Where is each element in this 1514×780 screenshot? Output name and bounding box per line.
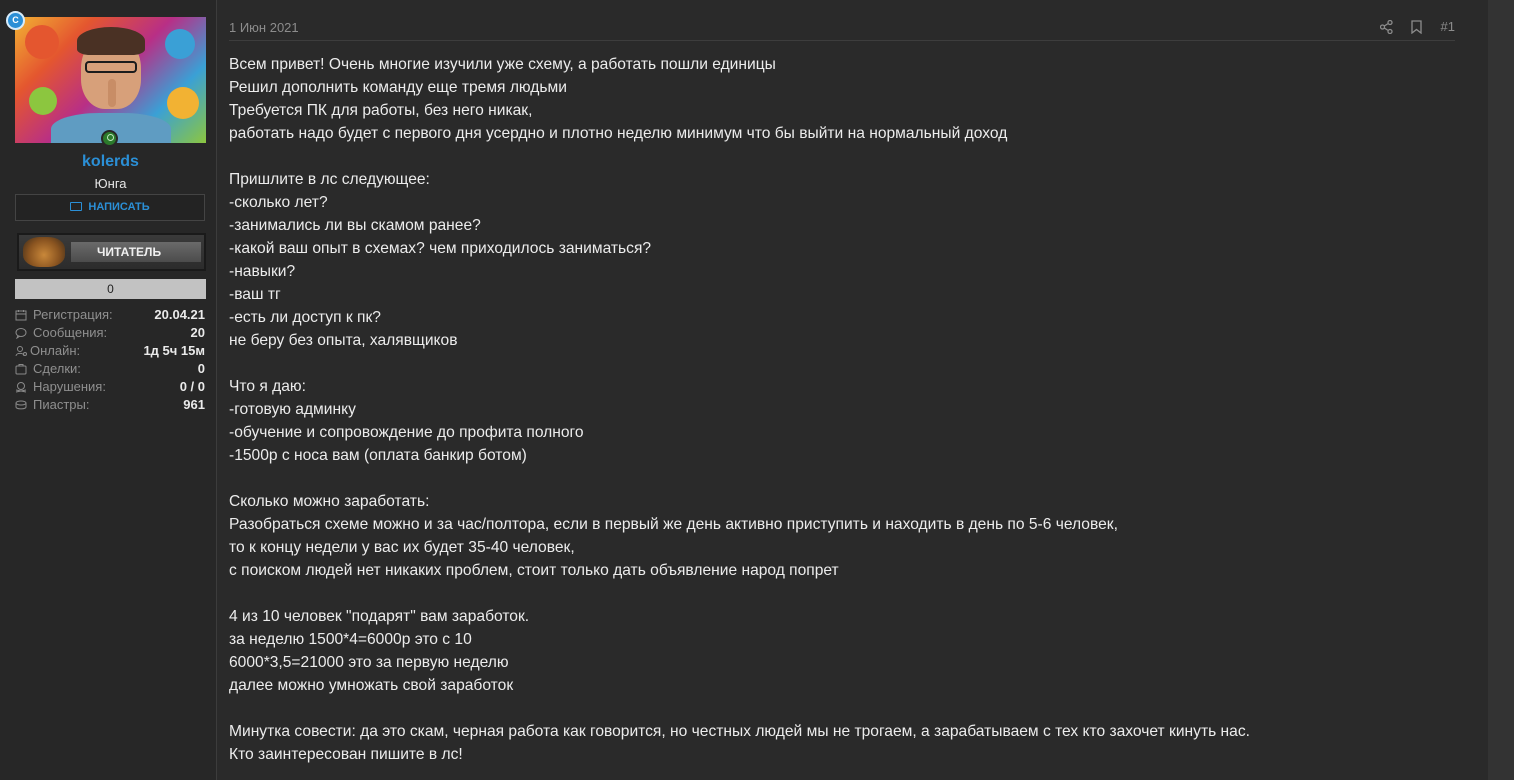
calendar-icon [15, 309, 27, 321]
bubble-decoration [167, 87, 199, 119]
post-line [229, 352, 1455, 375]
post-line: Всем привет! Очень многие изучили уже схему, а работать пошли единицы [229, 56, 776, 73]
bubble-decoration [165, 29, 195, 59]
post-line: -обучение и сопровождение до профита полного [229, 424, 584, 441]
stat-value: 1д 5ч 15м [143, 343, 205, 358]
skull-icon [15, 381, 27, 393]
avatar[interactable] [15, 17, 206, 143]
deals-icon [15, 363, 27, 375]
rank-label: ЧИТАТЕЛЬ [71, 242, 201, 262]
user-online-icon [15, 345, 27, 357]
post-line: Кто заинтересован пишите в лс! [229, 746, 463, 763]
stat-label: Нарушения: [33, 379, 106, 394]
post-line: -1500р с носа вам (оплата банкир ботом) [229, 447, 527, 464]
post-line: с поиском людей нет никаких проблем, стоит только дать объявление народ попрет [229, 562, 839, 579]
avatar-glasses [85, 61, 137, 73]
stat-label: Онлайн: [30, 343, 81, 358]
write-message-button[interactable] [15, 194, 205, 221]
post-actions [1366, 18, 1455, 38]
post-line: Что я даю: [229, 378, 306, 395]
post-line: за неделю 1500*4=6000р это с 10 [229, 631, 472, 648]
post-line: -навыки? [229, 263, 296, 280]
user-stats [15, 306, 206, 414]
post-line: далее можно умножать свой заработок [229, 677, 514, 694]
stat-row-coins [15, 396, 206, 414]
stat-label: Сообщения: [33, 325, 108, 340]
post-line: -какой ваш опыт в схемах? чем приходилось заниматься? [229, 240, 652, 257]
stat-row-online [15, 342, 206, 360]
post-line [229, 697, 1455, 720]
post-line: -есть ли доступ к пк? [229, 309, 381, 326]
post-line: -готовую админку [229, 401, 356, 418]
post-line [229, 467, 1455, 490]
coins-icon [15, 399, 27, 411]
post-line: Минутка совести: да это скам, черная работа как говорится, но честных людей мы не трогаем, а зарабатываем с тех кто захочет кинуть нас. [229, 723, 1250, 740]
post-line: -сколько лет? [229, 194, 328, 211]
book-icon [23, 237, 65, 267]
header-divider [229, 40, 1455, 41]
post-line: не беру без опыта, халявщиков [229, 332, 458, 349]
post-body [229, 53, 1455, 766]
user-title: Юнга [94, 176, 127, 191]
post-line: Сколько можно заработать: [229, 493, 430, 510]
stat-value: 20.04.21 [154, 307, 205, 322]
bubble-decoration [25, 25, 59, 59]
page-scroll-strip [1488, 0, 1514, 780]
rank-banner [17, 233, 206, 271]
stat-row-messages [15, 324, 206, 342]
post-line: то к концу недели у вас их будет 35-40 человек, [229, 539, 575, 556]
username-link[interactable]: kolerds [82, 153, 139, 170]
post-line: 6000*3,5=21000 это за первую неделю [229, 654, 509, 671]
post-content [229, 0, 1455, 780]
post-line: Решил дополнить команду еще тремя людьми [229, 79, 567, 96]
post-line: Требуется ПК для работы, без него никак, [229, 102, 533, 119]
post-line [229, 145, 1455, 168]
post-line [229, 582, 1455, 605]
mail-icon [70, 202, 82, 211]
stat-label: Пиастры: [33, 397, 90, 412]
stat-label: Сделки: [33, 361, 81, 376]
share-icon[interactable] [1380, 20, 1393, 34]
comment-icon [15, 327, 27, 339]
avatar-finger [108, 79, 116, 107]
avatar-hair [77, 27, 145, 55]
reputation-counter: 0 [15, 279, 206, 299]
post-line: -ваш тг [229, 286, 281, 303]
bookmark-icon[interactable] [1411, 20, 1422, 34]
user-badge-icon: C [6, 11, 25, 30]
user-sidebar [0, 0, 217, 780]
stat-row-violations [15, 378, 206, 396]
write-message-label: НАПИСАТЬ [88, 201, 150, 213]
post-line: Разобраться схеме можно и за час/полтора, если в первый же день активно приступить и находить в день по 5-6 человек, [229, 516, 1118, 533]
bubble-decoration [29, 87, 57, 115]
post-line: работать надо будет с первого дня усердно и плотно неделю минимум что бы выйти на нормальный доход [229, 125, 1008, 142]
post-line: Пришлите в лс следующее: [229, 171, 430, 188]
stat-value: 20 [190, 325, 205, 340]
online-status-icon [101, 130, 118, 147]
stat-value: 961 [183, 397, 205, 412]
post-number-link[interactable]: #1 [1440, 19, 1455, 35]
post-date-link[interactable]: 1 Июн 2021 [229, 20, 299, 35]
stat-label: Регистрация: [33, 307, 113, 322]
stat-value: 0 [197, 361, 205, 376]
post-line: 4 из 10 человек "подарят" вам заработок. [229, 608, 530, 625]
post-line: -занимались ли вы скамом ранее? [229, 217, 481, 234]
stat-row-registration [15, 306, 206, 324]
stat-row-deals [15, 360, 206, 378]
stat-value: 0 / 0 [179, 379, 205, 394]
